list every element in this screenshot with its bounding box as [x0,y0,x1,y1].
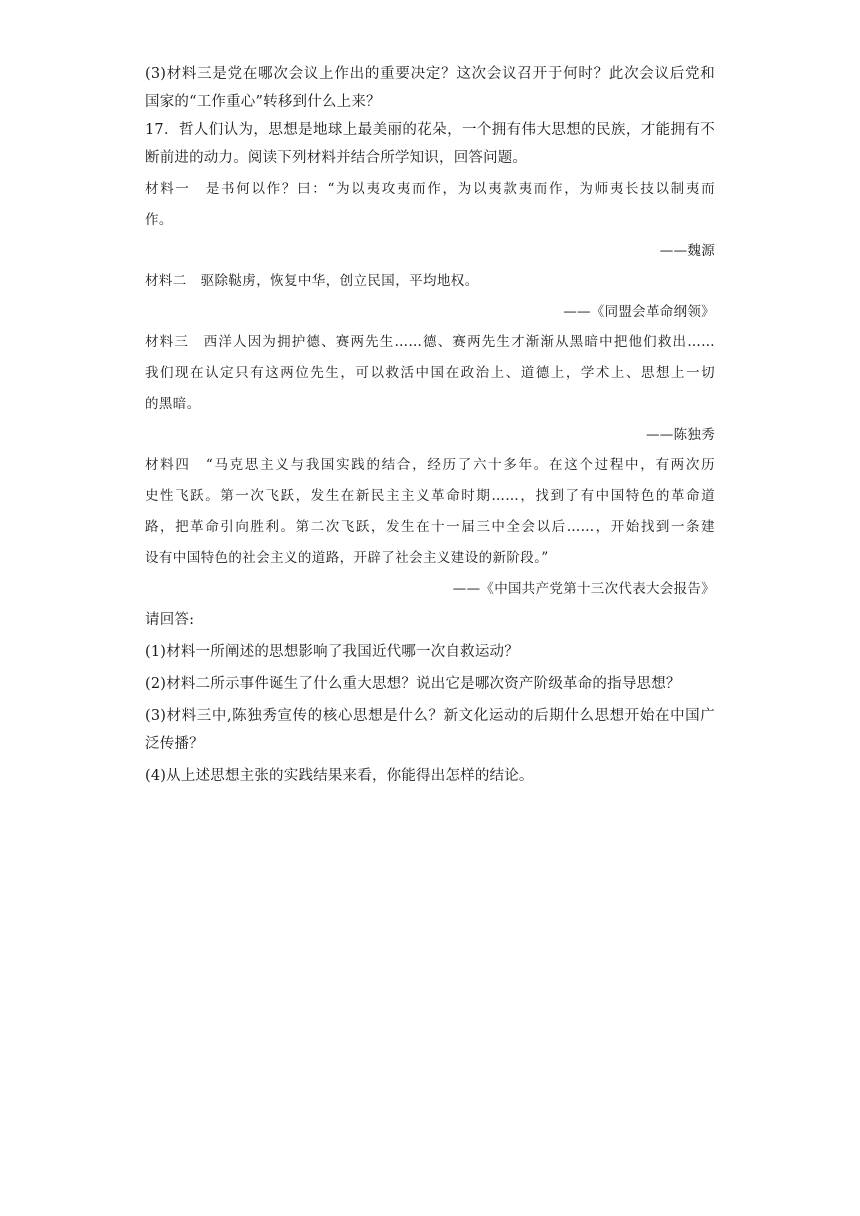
material3-source: ——陈独秀 [646,427,715,443]
material4-line4: 设有中国特色的社会主义的道路，开辟了社会主义建设的新阶段。” [145,550,549,566]
material1-source: ——魏源 [659,243,715,259]
material3-line3: 的黑暗。 [145,396,201,412]
q16-part3-line1: (3)材料三是党在哪次会议上作出的重要决定？这次会议召开于何时？此次会议后党和 [145,66,715,82]
question-content [145,60,715,790]
material4-line1: 材料四 “马克思主义与我国实践的结合，经历了六十多年。在这个过程中，有两次历 [145,457,715,473]
material4-line2: 史性飞跃。第一次飞跃，发生在新民主主义革命时期……，找到了有中国特色的革命道 [145,488,715,504]
material2-source: ——《同盟会革命纲领》 [563,304,715,320]
material4-source: ——《中国共产党第十三次代表大会报告》 [452,581,715,597]
question-3-line1: (3)材料三中,陈独秀宣传的核心思想是什么？新文化运动的后期什么思想开始在中国广 [145,708,715,724]
q17-stem-line1: 17．哲人们认为，思想是地球上最美丽的花朵，一个拥有伟大思想的民族，才能拥有不 [145,122,715,138]
question-1: (1)材料一所阐述的思想影响了我国近代哪一次自救运动？ [145,644,519,660]
q17-stem-line2: 断前进的动力。阅读下列材料并结合所学知识，回答问题。 [145,150,528,166]
answer-prompt: 请回答: [145,612,195,628]
material4-line3: 路，把革命引向胜利。第二次飞跃，发生在十一届三中全会以后……，开始找到一条建 [145,519,715,535]
question-2: (2)材料二所示事件诞生了什么重大思想？说出它是哪次资产阶级革命的指导思想？ [145,676,681,692]
material3-line2: 我们现在认定只有这两位先生，可以救活中国在政治上、道德上，学术上、思想上一切 [145,365,715,381]
material1-line2: 作。 [145,212,173,228]
material1-line1: 材料一 是书何以作？曰：“为以夷攻夷而作，为以夷款夷而作，为师夷长技以制夷而 [145,181,715,197]
material2-line1: 材料二 驱除鞑虏，恢复中华，创立民国，平均地权。 [145,273,479,289]
question-3-line2: 泛传播？ [145,736,204,752]
material3-line1: 材料三 西洋人因为拥护德、赛两先生……德、赛两先生才渐渐从黑暗中把他们救出…… [145,334,715,350]
q16-part3-line2: 国家的“工作重心”转移到什么上来？ [145,94,381,110]
question-4: (4)从上述思想主张的实践结果来看，你能得出怎样的结论。 [145,768,534,784]
